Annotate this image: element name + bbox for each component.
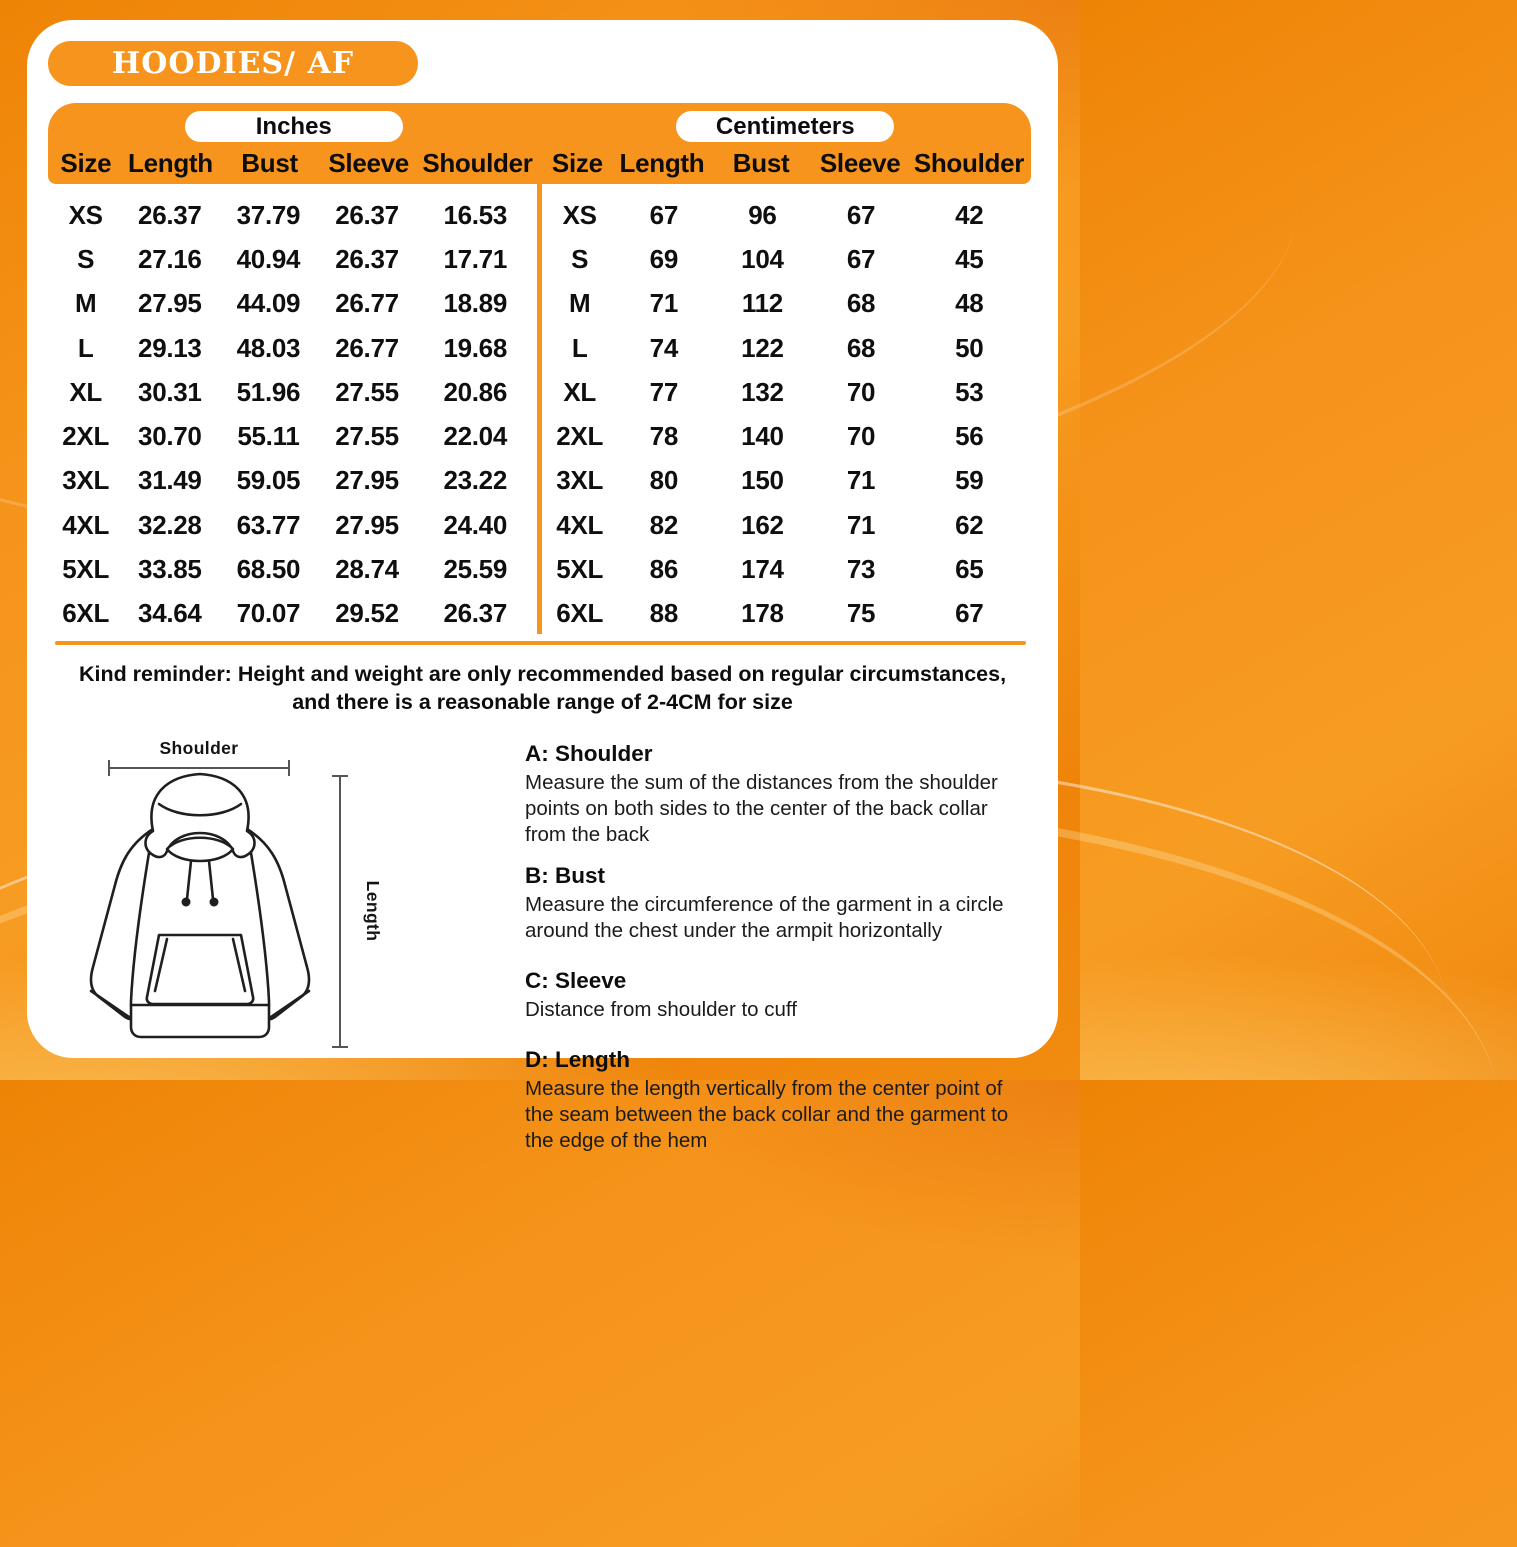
centimeters-table — [542, 193, 1031, 636]
value-cell: 18.89 — [443, 288, 508, 319]
table-row — [542, 414, 1031, 458]
kind-reminder-text: Kind reminder: Height and weight are only recommended based on regular circumstances, and there is a reasonable range of 2-4CM for size — [78, 661, 1007, 715]
table-row — [48, 414, 537, 458]
table-row — [48, 592, 537, 636]
table-row — [48, 503, 537, 547]
size-cell: S — [77, 243, 95, 274]
value-cell: 86 — [649, 554, 678, 585]
value-cell: 25.59 — [443, 554, 508, 585]
value-cell: 45 — [955, 243, 984, 274]
size-cell: 6XL — [556, 598, 604, 629]
table-row — [542, 193, 1031, 237]
value-cell: 28.74 — [335, 554, 399, 585]
value-cell: 78 — [649, 421, 678, 452]
value-cell: 20.86 — [443, 376, 508, 407]
guide-heading: A: Shoulder — [525, 740, 653, 766]
table-row — [542, 547, 1031, 591]
value-cell: 27.55 — [335, 376, 399, 407]
value-cell: 32.28 — [138, 509, 202, 540]
hoodie-measurement-diagram — [67, 729, 497, 1059]
table-body — [48, 184, 1031, 636]
value-cell: 55.11 — [237, 421, 300, 452]
value-cell: 27.16 — [138, 243, 202, 274]
value-cell: 71 — [846, 509, 876, 540]
value-cell: 73 — [846, 554, 876, 585]
value-cell: 24.40 — [443, 509, 508, 540]
value-cell: 26.37 — [335, 199, 399, 230]
column-header-shoulder: Shoulder — [422, 147, 533, 178]
size-cell: 2XL — [62, 421, 110, 452]
centimeters-header — [540, 103, 1032, 184]
guide-heading: C: Sleeve — [525, 967, 627, 993]
value-cell: 71 — [846, 465, 876, 496]
value-cell: 80 — [649, 465, 678, 496]
guide-text: Distance from shoulder to cuff — [525, 997, 797, 1021]
value-cell: 26.37 — [443, 598, 508, 629]
size-cell: XS — [562, 199, 597, 230]
size-cell: 5XL — [62, 554, 110, 585]
value-cell: 70.07 — [236, 598, 301, 629]
value-cell: 174 — [741, 554, 784, 585]
value-cell: 26.37 — [138, 199, 202, 230]
table-row — [542, 459, 1031, 503]
table-row — [542, 592, 1031, 636]
value-cell: 53 — [955, 376, 984, 407]
drawstring-tip — [183, 899, 189, 905]
value-cell: 34.64 — [138, 598, 202, 629]
value-cell: 96 — [748, 199, 777, 230]
value-cell: 30.70 — [138, 421, 202, 452]
value-cell: 48 — [955, 288, 984, 319]
value-cell: 51.96 — [236, 376, 301, 407]
guide-item-bust — [525, 863, 1012, 944]
value-cell: 150 — [741, 465, 784, 496]
size-cell: XS — [68, 199, 103, 230]
value-cell: 67 — [649, 199, 678, 230]
size-cell: 4XL — [62, 509, 110, 540]
length-dimension-label: Length — [363, 880, 383, 942]
column-header-bust: Bust — [732, 147, 790, 178]
value-cell: 23.22 — [443, 465, 508, 496]
value-cell: 132 — [741, 376, 784, 407]
value-cell: 26.77 — [335, 288, 399, 319]
value-cell: 29.13 — [138, 332, 202, 363]
inches-table — [48, 193, 537, 636]
table-row — [542, 503, 1031, 547]
column-header-shoulder: Shoulder — [913, 147, 1025, 178]
value-cell: 42 — [955, 199, 984, 230]
value-cell: 74 — [649, 332, 678, 363]
hoodie-hood-collar — [167, 837, 233, 860]
value-cell: 75 — [846, 598, 876, 629]
value-cell: 65 — [955, 554, 984, 585]
size-cell: M — [568, 288, 591, 319]
size-cell: 3XL — [556, 465, 604, 496]
value-cell: 27.55 — [335, 421, 399, 452]
value-cell: 44.09 — [236, 288, 301, 319]
guide-item-length — [525, 1047, 1012, 1154]
value-cell: 26.77 — [335, 332, 399, 363]
value-cell: 69 — [649, 243, 678, 274]
value-cell: 68 — [846, 288, 876, 319]
value-cell: 59 — [955, 465, 984, 496]
table-row — [48, 547, 537, 591]
value-cell: 62 — [955, 509, 984, 540]
column-header-bust: Bust — [241, 147, 298, 178]
size-chart-card — [27, 20, 1058, 1152]
value-cell: 67 — [955, 598, 984, 629]
value-cell: 19.68 — [443, 332, 508, 363]
value-cell: 140 — [741, 421, 784, 452]
table-row — [48, 282, 537, 326]
value-cell: 16.53 — [443, 199, 508, 230]
size-cell: 2XL — [556, 421, 604, 452]
value-cell: 70 — [846, 421, 876, 452]
value-cell: 71 — [649, 288, 678, 319]
value-cell: 48.03 — [236, 332, 301, 363]
size-cell: XL — [69, 376, 102, 407]
centimeters-unit-pill — [676, 111, 894, 142]
size-cell: L — [77, 332, 94, 363]
size-cell: 6XL — [62, 598, 110, 629]
measurement-guide-list — [497, 729, 1058, 1169]
value-cell: 63.77 — [236, 509, 301, 540]
guide-heading: B: Bust — [525, 862, 605, 888]
hoodie-pocket — [147, 935, 253, 1004]
page-title: HOODIES/ AF — [111, 46, 355, 81]
title-pill — [48, 41, 418, 86]
size-cell: 3XL — [62, 465, 110, 496]
size-cell: M — [74, 288, 97, 319]
value-cell: 68.50 — [236, 554, 301, 585]
table-row — [48, 370, 537, 414]
table-row — [48, 237, 537, 281]
value-cell: 27.95 — [335, 509, 399, 540]
guide-item-shoulder — [525, 741, 1012, 848]
value-cell: 67 — [846, 243, 876, 274]
guide-heading: D: Length — [525, 1046, 630, 1072]
value-cell: 33.85 — [138, 554, 202, 585]
value-cell: 70 — [846, 376, 876, 407]
value-cell: 67 — [846, 199, 876, 230]
column-header-length: Length — [128, 147, 213, 178]
table-header-bar — [48, 103, 1031, 184]
size-cell: 4XL — [556, 509, 604, 540]
table-row — [542, 370, 1031, 414]
value-cell: 50 — [955, 332, 984, 363]
value-cell: 59.05 — [236, 465, 301, 496]
value-cell: 31.49 — [138, 465, 202, 496]
value-cell: 37.79 — [236, 199, 301, 230]
value-cell: 88 — [649, 598, 678, 629]
guide-text: Measure the sum of the distances from the shoulder points on both sides to the center of the back collar from the back — [525, 770, 998, 846]
value-cell: 112 — [741, 288, 783, 319]
centimeters-label: Centimeters — [715, 112, 855, 140]
value-cell: 27.95 — [335, 465, 399, 496]
inches-unit-pill — [185, 111, 403, 142]
size-cell: XL — [563, 376, 596, 407]
value-cell: 77 — [649, 376, 678, 407]
size-cell: S — [571, 243, 589, 274]
measurement-guide-section — [27, 729, 1058, 1169]
value-cell: 178 — [741, 598, 784, 629]
table-row — [542, 326, 1031, 370]
table-row — [48, 326, 537, 370]
value-cell: 104 — [741, 243, 784, 274]
inches-header — [48, 103, 540, 184]
inches-column-labels — [48, 143, 540, 183]
table-row — [48, 193, 537, 237]
centimeters-column-labels — [540, 143, 1032, 183]
column-header-size: Size — [551, 147, 603, 178]
table-row — [542, 282, 1031, 326]
table-row — [542, 237, 1031, 281]
column-header-size: Size — [60, 147, 112, 178]
column-header-sleeve: Sleeve — [819, 147, 901, 178]
guide-text: Measure the circumference of the garment in a circle around the chest under the armpit horizontally — [525, 892, 1004, 942]
column-header-sleeve: Sleeve — [328, 147, 409, 178]
horizontal-divider — [55, 641, 1026, 645]
value-cell: 56 — [955, 421, 984, 452]
value-cell: 162 — [741, 509, 784, 540]
value-cell: 82 — [649, 509, 678, 540]
size-cell: L — [571, 332, 588, 363]
guide-item-sleeve — [525, 968, 1012, 1023]
guide-text: Measure the length vertically from the center point of the seam between the back collar and the garment to the edge of the hem — [525, 1076, 1009, 1152]
value-cell: 29.52 — [335, 598, 399, 629]
value-cell: 26.37 — [335, 243, 399, 274]
drawstring-tip — [211, 899, 217, 905]
value-cell: 30.31 — [138, 376, 202, 407]
shoulder-dimension-label: Shoulder — [159, 737, 239, 758]
size-cell: 5XL — [556, 554, 604, 585]
column-header-length: Length — [619, 147, 705, 178]
value-cell: 27.95 — [138, 288, 202, 319]
value-cell: 40.94 — [236, 243, 301, 274]
value-cell: 22.04 — [443, 421, 508, 452]
value-cell: 122 — [741, 332, 784, 363]
inches-label: Inches — [255, 112, 332, 140]
value-cell: 68 — [846, 332, 876, 363]
value-cell: 17.71 — [443, 243, 508, 274]
table-row — [48, 459, 537, 503]
